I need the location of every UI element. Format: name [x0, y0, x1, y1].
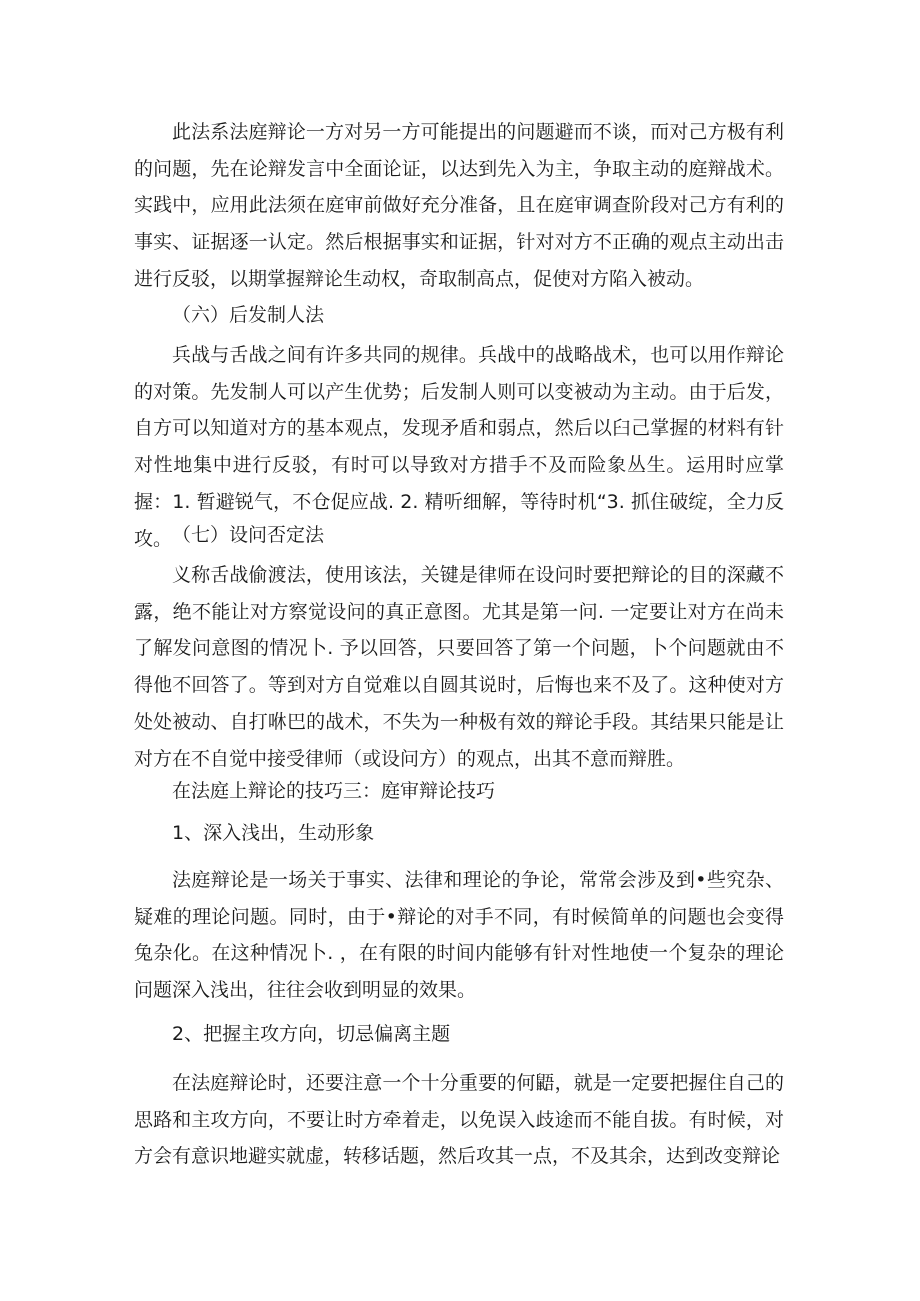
- heading-debate-skills-three: 在法庭上辩论的技巧三：庭审辩论技巧: [172, 780, 496, 802]
- heading-counterattack-method: （六）后发制人法: [172, 304, 325, 326]
- paragraph-point-1: 法庭辩论是一场关于事实、法律和理论的争论，常常会涉及到•些究杂、疑难的理论问题。同时，由于•辩论的对手不同，有时候简单的问题也会变得兔杂化。在这种情况卜. ，在有限的时间内能够有针对性地使一个复杂的理论问题深入浅出，往往会收到明显的效果。: [134, 869, 784, 1002]
- paragraph-preemptive-tactic: 此法系法庭辩论一方对另一方可能提出的问题避而不谈，而对己方极有利的问题，先在论辩发言中全面论证，以达到先入为主，争取主动的庭辩战术。实践中，应用此法须在庭审前做好充分准备，且在庭审调查阶段对己方有利的事实、证据逐一认定。然后根据事实和证据，针对对方不正确的观点主动出击进行反驳，以期掌握辩论生动权，奇取制高点，促使对方陷入被动。: [134, 121, 784, 290]
- paragraph-question-negation: 义称舌战偷渡法，使用该法，关键是律师在设问时要把辩论的目的深藏不露，绝不能让对方察觉设问的真正意图。尤其是第一问. 一定要让对方在尚未了解发问意图的情况卜. 予以回答，只要回答了第一个问题，卜个问题就由不得他不回答了。等到对方自觉难以自圆其说时，后悔也来不及了。这种使对方处处被动、自打咻巴的战术，不失为一种极有效的辩论手段。其结果只能是让对方在不自觉中接受律师（或设问方）的观点，出其不意而辩胜。: [134, 564, 784, 770]
- paragraph-counterattack: 兵战与舌战之间有许多共同的规律。兵战中的战略战术，也可以用作辩论的对策。先发制人可以产生优势；后发制人则可以变被动为主动。由于后发，自方可以知道对方的基本观点，发现矛盾和弱点，然后以臼己掌握的材料有针对性地集中进行反驳，有时可以导致对方措手不及而险象丛生。运用时应掌握：1. 暂避锐气，不仓促应战. 2. 精听细解，等待时机“3. 抓住破绽，全力反攻。: [134, 344, 784, 550]
- paragraph-point-2: 在法庭辩论时，还要注意一个十分重要的何鼯，就是一定要把握住自己的思路和主攻方向，不要让时方牵着走，以免误入歧途而不能自拔。有时候，对方会有意识地避实就虚，转移话题，然后攻其一点，不及其余，达到改变辩论: [134, 1072, 784, 1168]
- heading-question-negation-method: （七）设问否定法: [172, 524, 325, 546]
- heading-point-1: 1、深入浅出，生动形象: [172, 822, 375, 844]
- heading-point-2: 2、把握主攻方向，切忌偏离主题: [172, 1023, 451, 1045]
